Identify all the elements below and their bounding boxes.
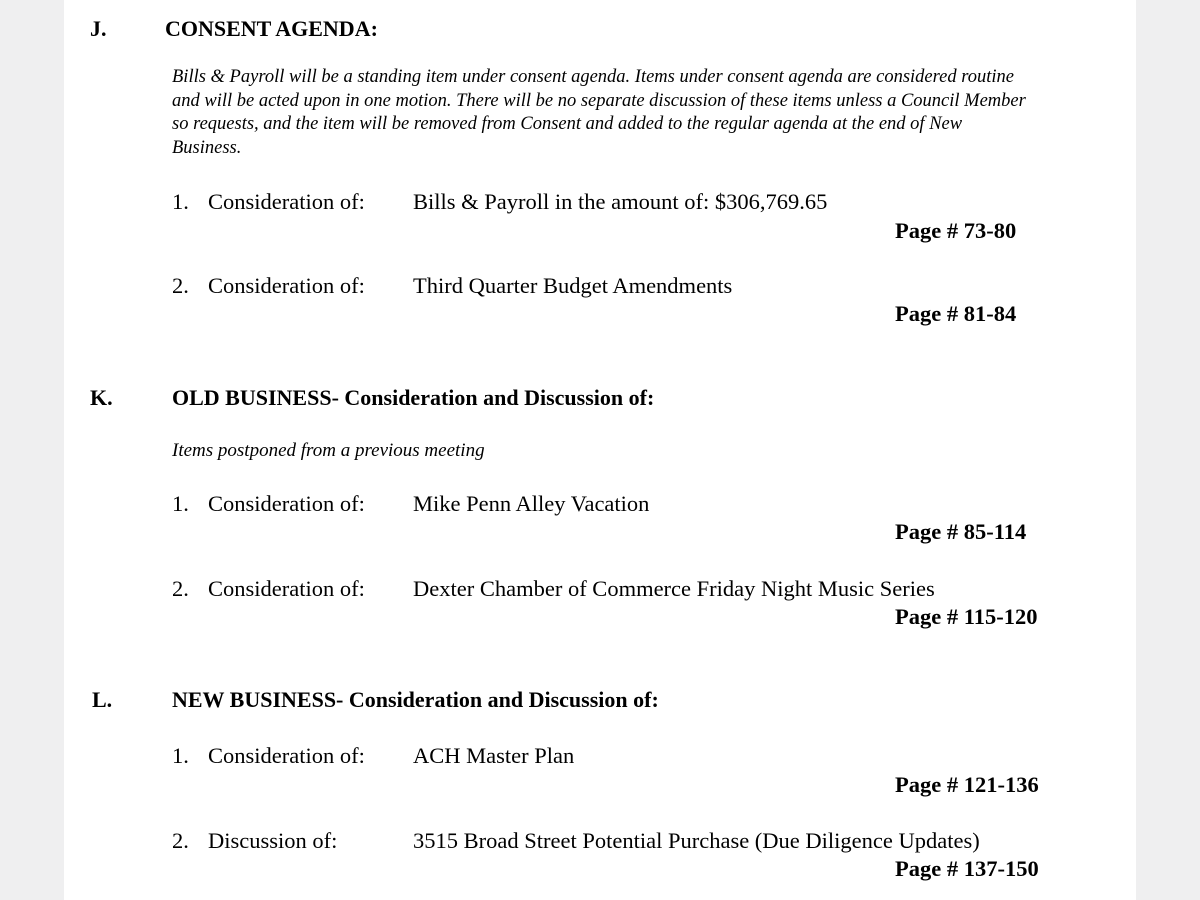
item-label: Discussion of:	[208, 828, 338, 853]
consent-agenda-intro	[172, 66, 1132, 160]
item-label: Consideration of:	[208, 273, 365, 298]
page-reference: Page # 81-84	[895, 301, 1017, 326]
item-description: ACH Master Plan	[413, 743, 575, 768]
section-letter-l: L.	[92, 687, 113, 712]
document-page	[64, 0, 1136, 900]
item-label: Consideration of:	[208, 189, 365, 214]
page-reference: Page # 115-120	[895, 604, 1038, 629]
section-note: Items postponed from a previous meeting	[172, 440, 485, 461]
item-label: Consideration of:	[208, 491, 365, 516]
page-reference: Page # 73-80	[895, 218, 1017, 243]
item-description: Third Quarter Budget Amendments	[413, 273, 733, 298]
section-letter-k: K.	[90, 385, 113, 410]
item-number: 2.	[172, 828, 189, 853]
item-label: Consideration of:	[208, 576, 365, 601]
item-number: 2.	[172, 273, 189, 298]
item-number: 1.	[172, 491, 189, 516]
item-number: 1.	[172, 743, 189, 768]
item-number: 2.	[172, 576, 189, 601]
item-description: 3515 Broad Street Potential Purchase (Due Diligence Updates)	[413, 828, 980, 853]
section-letter-j: J.	[90, 16, 107, 41]
intro-line: and will be acted upon in one motion. There will be no separate discussion of these items unless a Council Member	[172, 90, 1026, 111]
item-description: Bills & Payroll in the amount of: $306,769.65	[413, 189, 828, 214]
item-number: 1.	[172, 189, 189, 214]
page-reference: Page # 121-136	[895, 772, 1039, 797]
item-label: Consideration of:	[208, 743, 365, 768]
section-heading-consent-agenda: CONSENT AGENDA:	[165, 16, 378, 41]
section-heading-old-business: OLD BUSINESS- Consideration and Discussion of:	[172, 385, 655, 410]
item-description: Mike Penn Alley Vacation	[413, 491, 650, 516]
intro-line: Bills & Payroll will be a standing item under consent agenda. Items under consent agenda are considered routine	[172, 67, 1014, 87]
intro-line: Business.	[172, 137, 242, 158]
page-reference: Page # 85-114	[895, 519, 1027, 544]
section-heading-new-business: NEW BUSINESS- Consideration and Discussion of:	[172, 687, 659, 712]
intro-line: so requests, and the item will be removed from Consent and added to the regular agenda at the end of New	[172, 114, 963, 134]
item-description: Dexter Chamber of Commerce Friday Night Music Series	[413, 576, 935, 601]
page-reference: Page # 137-150	[895, 856, 1039, 881]
